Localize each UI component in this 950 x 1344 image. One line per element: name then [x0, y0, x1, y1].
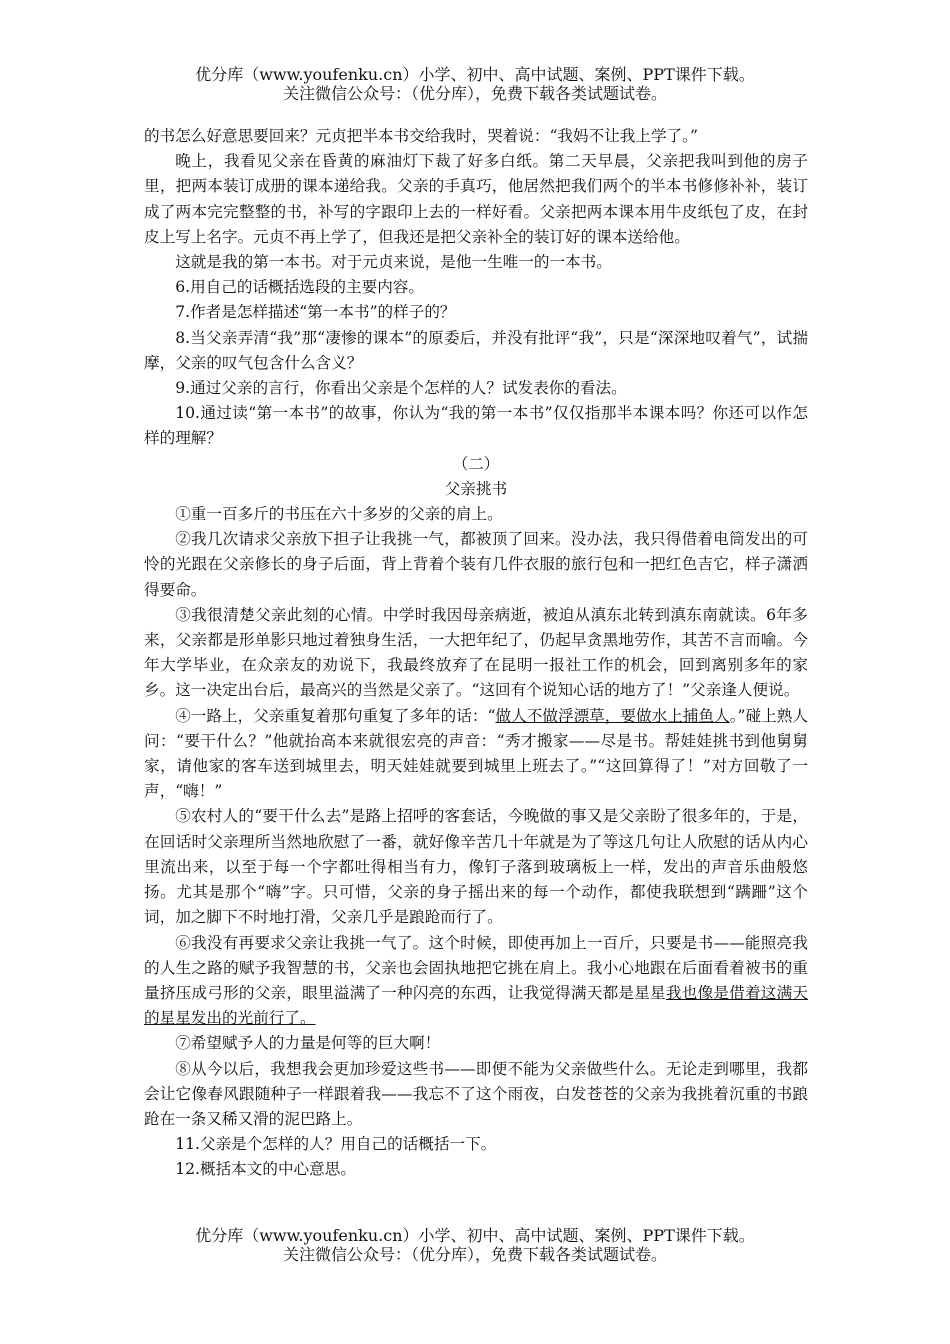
footer-line-2: 关注微信公众号：（优分库），免费下载各类试题试卷。 [282, 1245, 667, 1264]
paragraph-4-text-end: 。”碰上熟人问：“要干什么？”他就抬高本来就很宏亮的声音：“秀才搬家——尽是书。帮娃娃挑书到他舅舅家，请他家的客车送到城里去，明天娃娃就要到城里上班去了。”“这回算得了！”对方回敬了一声，“嗨！” [144, 706, 808, 801]
underlined-quote: 做人不做浮漂草，要做水上捕鱼人 [495, 706, 730, 725]
page-header [0, 65, 950, 103]
section2-paragraph-7: ⑦希望赋予人的力量是何等的巨大啊！ [175, 1034, 441, 1053]
question-10: 10.通过读“第一本书”的故事，你认为“我的第一本书”仅仅指那半本课本吗？你还可以作怎样的理解？ [144, 404, 808, 448]
passage1-paragraph-2: 这就是我的第一本书。对于元贞来说，是他一生唯一的一本书。 [175, 253, 612, 272]
section2-paragraph-5: ⑤农村人的“要干什么去”是路上招呼的客套话，今晚做的事又是父亲盼了很多年的，于是，在回话时父亲理所当然地欣慰了一番，就好像辛苦几十年就是为了等这几句让人欣慰的话从内心里流出来，以至于每一个字都吐得相当有力，像钉子落到玻璃板上一样，发出的声音乐曲般悠扬。尤其是那个“嗨”字。只可惜，父亲的身子摇出来的每一个动作，都使我联想到“蹒跚”这个词，加之脚下不时地打滑，父亲几乎是踉跄而行了。 [144, 807, 808, 927]
question-11: 11.父亲是个怎样的人？用自己的话概括一下。 [175, 1135, 497, 1154]
section2-paragraph-6 [144, 931, 808, 1032]
question-12: 12.概括本文的中心意思。 [175, 1160, 356, 1179]
paragraph-6-text: ⑥我没有再要求父亲让我挑一气了。这个时候，即使再加上一百斤，只要是书——能照亮我的人生之路的赋予我智慧的书，父亲也会固执地把它挑在肩上。我小心地跟在后面看着被书的重量挤压成弓形的父亲，眼里溢满了一种闪亮的东西，让我觉得满天都是星星 [144, 933, 808, 1002]
header-line-2: 关注微信公众号：（优分库），免费下载各类试题试卷。 [282, 84, 667, 103]
question-8: 8.当父亲弄清“我”那“凄惨的课本”的原委后，并没有批评“我”，只是“深深地叹着气”，试揣摩，父亲的叹气包含什么含义？ [144, 328, 808, 372]
section2-paragraph-2: ②我几次请求父亲放下担子让我挑一气，都被顶了回来。没办法，我只得借着电筒发出的可怜的光跟在父亲修长的身子后面，背上背着个装有几件衣服的旅行包和一把红色吉它，样子潇洒得要命。 [144, 530, 808, 599]
section2-paragraph-8: ⑧从今以后，我想我会更加珍爱这些书——即便不能为父亲做些什么。无论走到哪里，我都会让它像春风跟随种子一样跟着我——我忘不了这个雨夜，白发苍苍的父亲为我挑着沉重的书踉跄在一条又稀又滑的泥巴路上。 [144, 1059, 808, 1128]
section-title: 父亲挑书 [444, 479, 508, 498]
paragraph-4-text-start: ④一路上，父亲重复着那句重复了多年的话：“ [175, 706, 496, 725]
question-7: 7.作者是怎样描述“第一本书”的样子的？ [175, 303, 456, 322]
passage1-paragraph-1: 晚上，我看见父亲在昏黄的麻油灯下裁了好多白纸。第二天早晨，父亲把我叫到他的房子里，把两本装订成册的课本递给我。父亲的手真巧，他居然把我们两个的半本书修修补补，装订成了两本完完整整的书，补写的字跟印上去的一样好看。父亲把两本课本用牛皮纸包了皮，在封皮上写上名字。元贞不再上学了，但我还是把父亲补全的装订好的课本送给他。 [144, 152, 808, 246]
section2-paragraph-3: ③我很清楚父亲此刻的心情。中学时我因母亲病逝，被迫从滇东北转到滇东南就读。6年多来，父亲都是形单影只地过着独身生活，一大把年纪了，仍起早贪黑地劳作，其苦不言而喻。今年大学毕业，在众亲友的劝说下，我最终放弃了在昆明一报社工作的机会，回到离别多年的家乡。这一决定出台后，最高兴的当然是父亲了。“这回有个说知心话的地方了！”父亲逢人便说。 [144, 605, 808, 700]
page-footer [0, 1226, 950, 1264]
question-6: 6.用自己的话概括选段的主要内容。 [175, 278, 424, 297]
document-body [144, 124, 808, 1183]
underlined-sentence: 我也像是借着这满天的星星发出的光前行了。 [144, 983, 808, 1028]
section2-paragraph-1: ①重一百多斤的书压在六十多岁的父亲的肩上。 [175, 505, 503, 524]
section2-paragraph-4 [144, 704, 808, 805]
passage1-paragraph-0: 的书怎么好意思要回来？元贞把半本书交给我时，哭着说：“我妈不让我上学了。” [144, 127, 698, 145]
question-9: 9.通过父亲的言行，你看出父亲是个怎样的人？试发表你的看法。 [175, 379, 627, 398]
section-number: （二） [452, 454, 500, 473]
footer-line-1: 优分库（www.youfenku.cn）小学、初中、高中试题、案例、PPT课件下载。 [195, 1226, 755, 1245]
header-line-1: 优分库（www.youfenku.cn）小学、初中、高中试题、案例、PPT课件下载。 [195, 65, 755, 84]
